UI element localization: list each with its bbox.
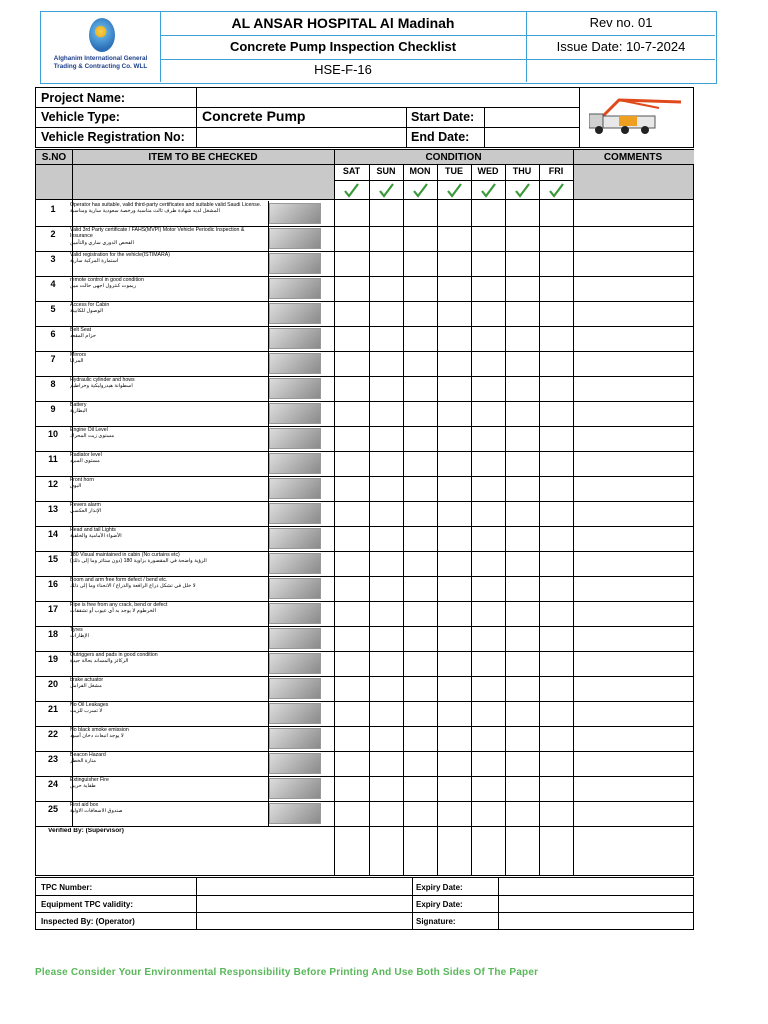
item-photo-icon (269, 453, 321, 474)
item-number: 4 (50, 279, 56, 289)
expiry-date-label-2: Expiry Date: (416, 900, 463, 909)
item-number: 2 (50, 229, 56, 239)
item-description: First aid box صندوق الاسعافات الاولية (70, 802, 266, 825)
globe-logo-icon (89, 18, 115, 52)
day-header-tue: TUE (445, 166, 463, 176)
equipment-tpc-label: Equipment TPC validity: (41, 900, 134, 909)
item-description-arabic: طفاية حريق (70, 783, 96, 790)
item-number: 6 (50, 329, 56, 339)
day-header-mon: MON (409, 166, 431, 176)
item-description: Hydraulic cylinder and hows اسطوانة هيدروليكية وخراطيم (70, 377, 266, 400)
item-description: Revers alarm الإنذار العكسي (70, 502, 266, 525)
item-description: Battery البطارية (70, 402, 266, 425)
item-description-arabic: المشغل لديه شهادة طرف ثالث مناسبة ورخصة سعودية سارية ومناسبة (70, 208, 220, 215)
day-header-thu: THU (512, 166, 532, 176)
vehicle-type-label: Vehicle Type: (41, 110, 120, 124)
start-date-label: Start Date: (411, 110, 475, 124)
item-description: Engine Oil Level مستوى زيت المحرك (70, 427, 266, 450)
project-name-label: Project Name: (41, 91, 126, 105)
item-number: 1 (50, 204, 56, 214)
concrete-pump-truck-icon (589, 94, 689, 138)
item-description: No black smoke emission لا يوجد انبعاث دخان أسود (70, 727, 266, 750)
day-header-sat: SAT (342, 166, 361, 176)
item-photo-icon (269, 728, 321, 749)
item-photo-icon (269, 653, 321, 674)
item-description-arabic: مشغل الفرامل (70, 683, 102, 690)
condition-header: CONDITION (425, 152, 482, 163)
item-description-arabic: الفحص الدوري ساري والتأمين (70, 239, 134, 246)
inspection-grid (35, 149, 694, 876)
item-photo-icon (269, 678, 321, 699)
revision-number: Rev no. 01 (589, 15, 653, 30)
comments-header: COMMENTS (603, 152, 663, 163)
item-description: brake actuator مشغل الفرامل (70, 677, 266, 700)
item-description-arabic: الخرطوم لا يوجد به أي عيوب أو تشققات (70, 608, 157, 615)
item-description: Tyres الإطارات (70, 627, 266, 650)
item-description-arabic: البوق (70, 483, 82, 490)
item-number: 11 (48, 454, 58, 464)
tpc-number-label: TPC Number: (41, 883, 93, 892)
item-photo-icon (269, 378, 321, 399)
item-number: 21 (47, 704, 58, 714)
item-photo-icon (269, 428, 321, 449)
item-photo-icon (269, 278, 321, 299)
item-description-arabic: لا يوجد انبعاث دخان أسود (70, 733, 124, 740)
item-photo-icon (269, 203, 321, 224)
item-description: Head and tail Lights الأضواء الأمامية والخلفية (70, 527, 266, 550)
item-header: ITEM TO BE CHECKED (148, 152, 258, 163)
item-description-arabic: استمارة المركبة سارية (70, 258, 119, 265)
document-header (40, 11, 717, 84)
item-photo-icon (269, 403, 321, 424)
end-date-label: End Date: (411, 130, 470, 144)
environment-footer: Please Consider Your Environmental Responsibility Before Printing And Use Both Sides Of The Paper (35, 967, 539, 978)
item-description-arabic: الإطارات (70, 633, 89, 640)
signature-label: Signature: (416, 917, 456, 926)
item-description-arabic: مستوى المبرد (70, 458, 100, 465)
sno-header: S.NO (41, 152, 67, 163)
item-description: No Oil Leakages لا تسرب للزيت (70, 702, 266, 725)
item-photo-icon (269, 503, 321, 524)
item-description-arabic: البطارية (70, 408, 88, 415)
item-number: 18 (47, 629, 58, 639)
item-description-arabic: صندوق الاسعافات الاولية (70, 808, 123, 815)
item-number: 23 (47, 754, 58, 764)
item-description-arabic: الوصول للكابينة (70, 308, 104, 315)
item-number: 14 (47, 529, 58, 539)
item-description-arabic: حزام المقعد (70, 333, 97, 340)
item-number: 20 (47, 679, 58, 689)
item-number: 3 (50, 254, 56, 264)
checkmark-icon (378, 182, 394, 198)
item-description: Beacon Hazard منارة الخطر (70, 752, 266, 775)
expiry-date-label-1: Expiry Date: (416, 883, 463, 892)
day-header-fri: FRI (548, 166, 564, 176)
item-description-arabic: لا تسرب للزيت (70, 708, 103, 715)
item-number: 8 (50, 379, 56, 389)
item-photo-icon (269, 328, 321, 349)
item-description-arabic: منارة الخطر (70, 758, 97, 765)
item-number: 15 (47, 554, 58, 564)
item-description: Access for Cabin الوصول للكابينة (70, 302, 266, 325)
item-description: Valid registration for the vehicle(ISTIMARA) استمارة المركبة سارية (70, 252, 266, 275)
item-description-arabic: الأضواء الأمامية والخلفية (70, 533, 122, 540)
item-photo-icon (269, 253, 321, 274)
checkmark-icon (548, 182, 564, 198)
item-photo-icon (269, 778, 321, 799)
item-photo-icon (269, 753, 321, 774)
vehicle-type-value: Concrete Pump (202, 108, 306, 124)
item-photo-icon (269, 703, 321, 724)
item-number: 10 (47, 429, 58, 439)
item-photo-icon (269, 578, 321, 599)
item-description: Belt Seat حزام المقعد (70, 327, 266, 350)
item-photo-icon (269, 478, 321, 499)
item-description: Boom and arm free form defect / bend etc. لا خلل في تشكل ذراع الرافعة والذراع / الانحناء وما إلى ذلك (70, 577, 266, 600)
item-number: 7 (50, 354, 56, 364)
item-description: Radiator level مستوى المبرد (70, 452, 266, 475)
item-number: 12 (47, 479, 58, 489)
item-photo-icon (269, 228, 321, 249)
item-photo-icon (269, 803, 321, 824)
project-info-section (35, 87, 694, 148)
item-description-arabic: اسطوانة هيدروليكية وخراطيم (70, 383, 133, 390)
item-photo-icon (269, 528, 321, 549)
item-description-arabic: لا خلل في تشكل ذراع الرافعة والذراع / الانحناء وما إلى ذلك (70, 583, 196, 590)
item-photo-icon (269, 353, 321, 374)
item-description: Outriggers and pads in good condition الركائز والمساند بحالة جيدة (70, 652, 266, 675)
item-number: 22 (47, 729, 58, 739)
item-photo-icon (269, 553, 321, 574)
item-description: Operator has suitable, valid third-party certificates and suitable valid Saudi License. المشغل لديه شهادة طرف ثالث مناسبة ورخصة سعودية سارية ومناسبة (70, 202, 266, 225)
item-description-arabic: مستوى زيت المحرك (70, 433, 115, 440)
item-description: Front horn البوق (70, 477, 266, 500)
vehicle-registration-label: Vehicle Registration No: (41, 130, 185, 144)
verified-by-label: Verified By: (Supervisor) (48, 828, 124, 834)
item-photo-icon (269, 303, 321, 324)
item-description: Mirrors المرايا (70, 352, 266, 375)
item-number: 13 (47, 504, 58, 514)
item-description: Valid 3rd Party certificate / FAHS(MVPI) Motor Vehicle Periodic Inspection & Insurance الفحص الدوري ساري والتأمين (70, 227, 266, 250)
signoff-section (35, 877, 694, 930)
document-code: HSE-F-16 (160, 60, 527, 82)
item-description: Extinguisher Fire طفاية حريق (70, 777, 266, 800)
item-number: 19 (47, 654, 58, 664)
item-photo-icon (269, 628, 321, 649)
item-description: Pipe is free from any crack, bend or defect الخرطوم لا يوجد به أي عيوب أو تشققات (70, 602, 266, 625)
item-number: 9 (50, 404, 56, 414)
item-photo-icon (269, 603, 321, 624)
item-number: 24 (47, 779, 58, 789)
company-logo (41, 12, 161, 82)
day-header-wed: WED (477, 166, 499, 176)
item-description-arabic: ريموت كنترول اجهى حالت مين (70, 283, 137, 290)
checklist-title: Concrete Pump Inspection Checklist (160, 36, 527, 59)
item-description-arabic: الإنذار العكسي (70, 508, 102, 515)
checkmark-icon (343, 182, 359, 198)
item-description: 180 Visual maintained in cabin (No curtains etc) الرؤية واضحة في المقصورة بزاوية 180 (دون ستائر وما إلى ذلك) (70, 552, 266, 575)
inspected-by-label: Inspected By: (Operator) (41, 917, 135, 926)
issue-date: Issue Date: 10-7-2024 (556, 39, 686, 54)
item-number: 5 (50, 304, 56, 314)
item-description: remote control in good condition ريموت كنترول اجهى حالت مين (70, 277, 266, 300)
item-description-arabic: الركائز والمساند بحالة جيدة (70, 658, 129, 665)
item-number: 25 (47, 804, 58, 814)
checkmark-icon (480, 182, 496, 198)
checkmark-icon (514, 182, 530, 198)
item-number: 16 (47, 579, 58, 589)
hospital-title: AL ANSAR HOSPITAL Al Madinah (160, 12, 527, 35)
checkmark-icon (412, 182, 428, 198)
company-name: Alghanim International General Trading & Contracting Co. WLL (53, 55, 148, 70)
item-description-arabic: المرايا (70, 358, 84, 365)
item-number: 17 (47, 604, 58, 614)
day-header-sun: SUN (376, 166, 396, 176)
checkmark-icon (446, 182, 462, 198)
item-description-arabic: الرؤية واضحة في المقصورة بزاوية 180 (دون ستائر وما إلى ذلك) (70, 558, 207, 565)
